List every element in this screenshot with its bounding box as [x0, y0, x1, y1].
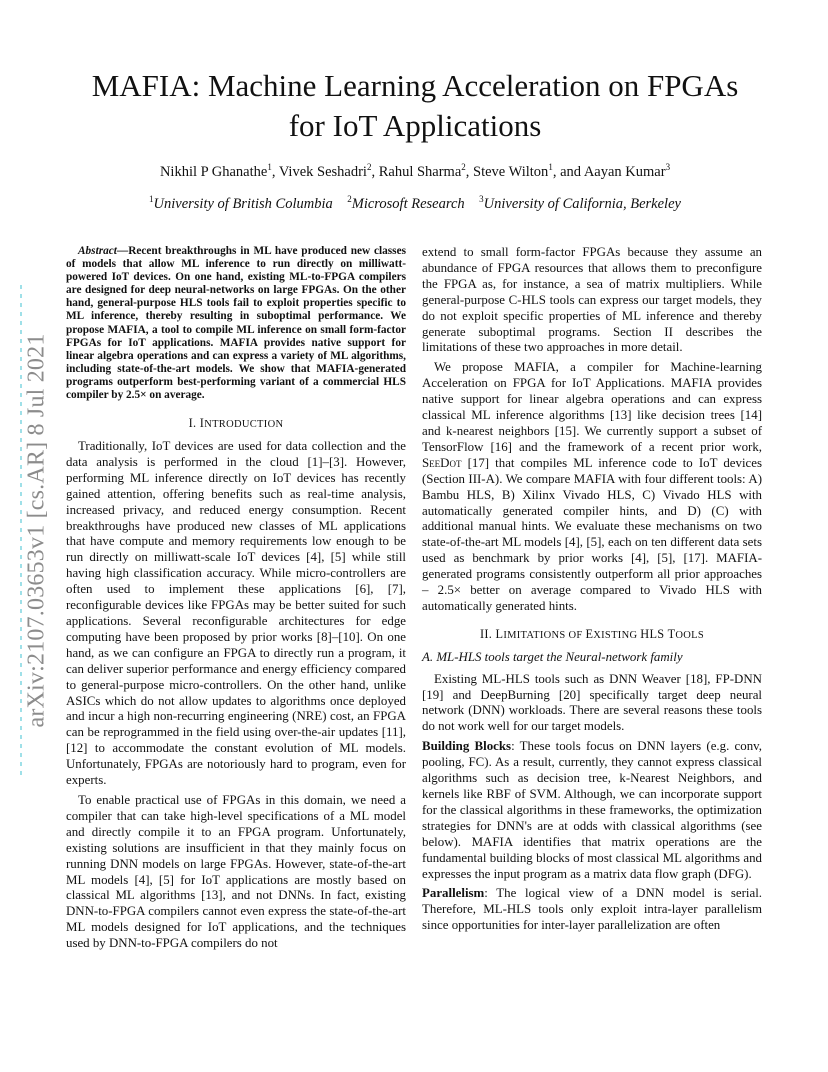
author: Rahul Sharma$^2$, — [378, 162, 474, 180]
seedot-name: SeeDot — [422, 455, 462, 470]
paper-title — [40, 66, 790, 146]
affiliation: $^3$University of California, Berkeley — [479, 194, 681, 212]
section-heading-limitations: II. LIMITATIONS OF EXISTING HLS TOOLS — [479, 626, 705, 641]
author: Aayan Kumar$^3$ — [583, 162, 671, 180]
author: Vivek Seshadri$^2$, — [278, 162, 379, 180]
paragraph: We propose MAFIA, a compiler for Machine-learning Acceleration on FPGA for IoT Applications. MAFIA provides native support for linear algebra operations and can express classical ML inference algorithms [13] like decision trees [14] and k-nearest neighbors [15]. We currently support a subset of TensorFlow [16] and the framework of a recent prior work, SeeDot [17] that compiles ML inference code to IoT devices (Section III-A). We compare MAFIA with four different tools: A) Bambu HLS, B) Xilinx Vivado HLS, C) Vivado HLS with automatically generated compiler hints, and D) (C) with additional manual hints. We evaluate these mechanisms on two state-of-the-art ML models [4], [5], each on ten different data sets used as benchmark by prior works [4], [5], [17]. MAFIA-generated programs consistently outperform all prior approaches – 2.5× better on average compared to Vivado HLS with automatically generated hints. — [422, 360, 762, 613]
paragraph: Traditionally, IoT devices are used for data collection and the data analysis is performed in the cloud [1]–[3]. However, performing ML inference directly on IoT devices has recently gained attention, offering benefits such as real-time analysis, increased privacy, and reduced energy consumption. Recent breakthroughs have produced new classes of ML applications that have compute and memory requirements low enough to be run directly on milliwatt-scale IoT devices [4], [5] while still having high classification accuracy. While micro-controllers are often used to implement these applications [6], [7], reconfigurable devices like FPGAs may be better suited for such applications. Several reconfigurable architectures for edge computing have been proposed by prior works [8]–[10]. On one hand, as we can configure an FPGA to directly run a program, it can deliver superior performance and energy efficiency compared to general-purpose micro-controllers. On the other hand, unlike ASICs which do not allow updates to algorithms once deployed and incur a high non-recurring engineering (NRE) cost, an FPGA can be reprogrammed in the field using over-the-air updates [11], [12] to accommodate the constant evolution of ML models. Unfortunately, FPGAs are notoriously hard to program, even for experts. — [66, 439, 406, 788]
title-line-1: MAFIA: Machine Learning Acceleration on FPGAs — [91, 68, 739, 103]
subsection-heading: A. ML-HLS tools target the Neural-network family — [422, 649, 683, 664]
title-line-2: for IoT Applications — [288, 108, 542, 143]
building-blocks-label: Building Blocks — [422, 739, 512, 754]
parallelism-label: Parallelism — [422, 886, 485, 901]
paragraph: Existing ML-HLS tools such as DNN Weaver [18], FP-DNN [19] and DeepBurning [20] specifically target deep neural network (DNN) workloads. There are several reasons these tools do not work well for our target models. — [422, 671, 762, 734]
section-heading-introduction: I. INTRODUCTION — [188, 416, 284, 431]
paragraph: extend to small form-factor FPGAs because they assume an abundance of FPGA resources that allows them to preconfigure the FPGA as, for instance, a sea of matrix multipliers. While general-purpose C-HLS tools can express our target models, they do not exploit specific properties of ML inference and thereby generate suboptimal programs. Section II describes the limitations of these two approaches in more detail. — [422, 245, 762, 355]
author: Nikhil P Ghanathe$^1$, — [159, 162, 279, 180]
right-column — [422, 245, 762, 938]
paragraph: Building Blocks: These tools focus on DNN layers (e.g. conv, pooling, FC). As a result, currently, they cannot express classical algorithms such as decision tree, k-Nearest Neighbors, and kernels like RBF of SVM. Although, we can incorporate support for the classical algorithms in these frameworks, the optimization strategies for DNN's are at odds with classical algorithms (see below). MAFIA identifies that matrix operations are the fundamental building blocks of most classical ML algorithms and expresses the input program as a matrix data flow graph (DFG). — [422, 739, 762, 881]
left-column — [66, 245, 406, 956]
affiliation-list — [60, 196, 770, 213]
affiliation: $^1$University of British Columbia — [149, 194, 333, 212]
abstract — [66, 245, 406, 402]
arxiv-identifier: arXiv:2107.03653v1 [cs.AR] 8 Jul 2021 — [23, 332, 50, 728]
author-list — [60, 164, 770, 181]
author: Steve Wilton$^1$, and — [473, 162, 584, 180]
paragraph: To enable practical use of FPGAs in this domain, we need a compiler that can take high-level specifications of a ML model and directly compile it to an FPGA program. Unfortunately, existing solutions are insufficient in that they mainly focus on running DNN models on large FPGAs. However, state-of-the-art ML models [4], [5] for IoT applications are mostly based on classical ML algorithms [13], and not DNNs. In fact, existing DNN-to-FPGA compilers cannot even express the state-of-the-art ML models designed for IoT applications, and the techniques used by DNN-to-FPGA compilers do not — [66, 792, 406, 951]
paragraph: Parallelism: The logical view of a DNN model is serial. Therefore, ML-HLS tools only exploit intra-layer parallelism since opportunities for inter-layer parallelization are often — [422, 886, 762, 933]
abstract-text: —Recent breakthroughs in ML have produced new classes of models that allow ML inference to run directly on milliwatt-powered IoT devices. On one hand, existing ML-to-FPGA compilers are designed for deep neural-networks on large FPGAs. On the other hand, general-purpose HLS tools fail to exploit properties specific to ML inference, thereby resulting in suboptimal performance. We propose MAFIA, a tool to compile ML inference on small form-factor FPGAs for IoT applications. MAFIA provides native support for linear algebra operations and can express a variety of ML algorithms, including state-of-the-art models. We show that MAFIA-generated programs outperform best-performing variant of a commercial HLS compiler by 2.5× on average. — [66, 245, 406, 402]
abstract-label: Abstract — [78, 245, 117, 257]
affiliation: $^2$Microsoft Research — [347, 194, 465, 212]
arxiv-stamp — [24, 280, 50, 780]
arxiv-stamp-dashes — [20, 285, 22, 775]
